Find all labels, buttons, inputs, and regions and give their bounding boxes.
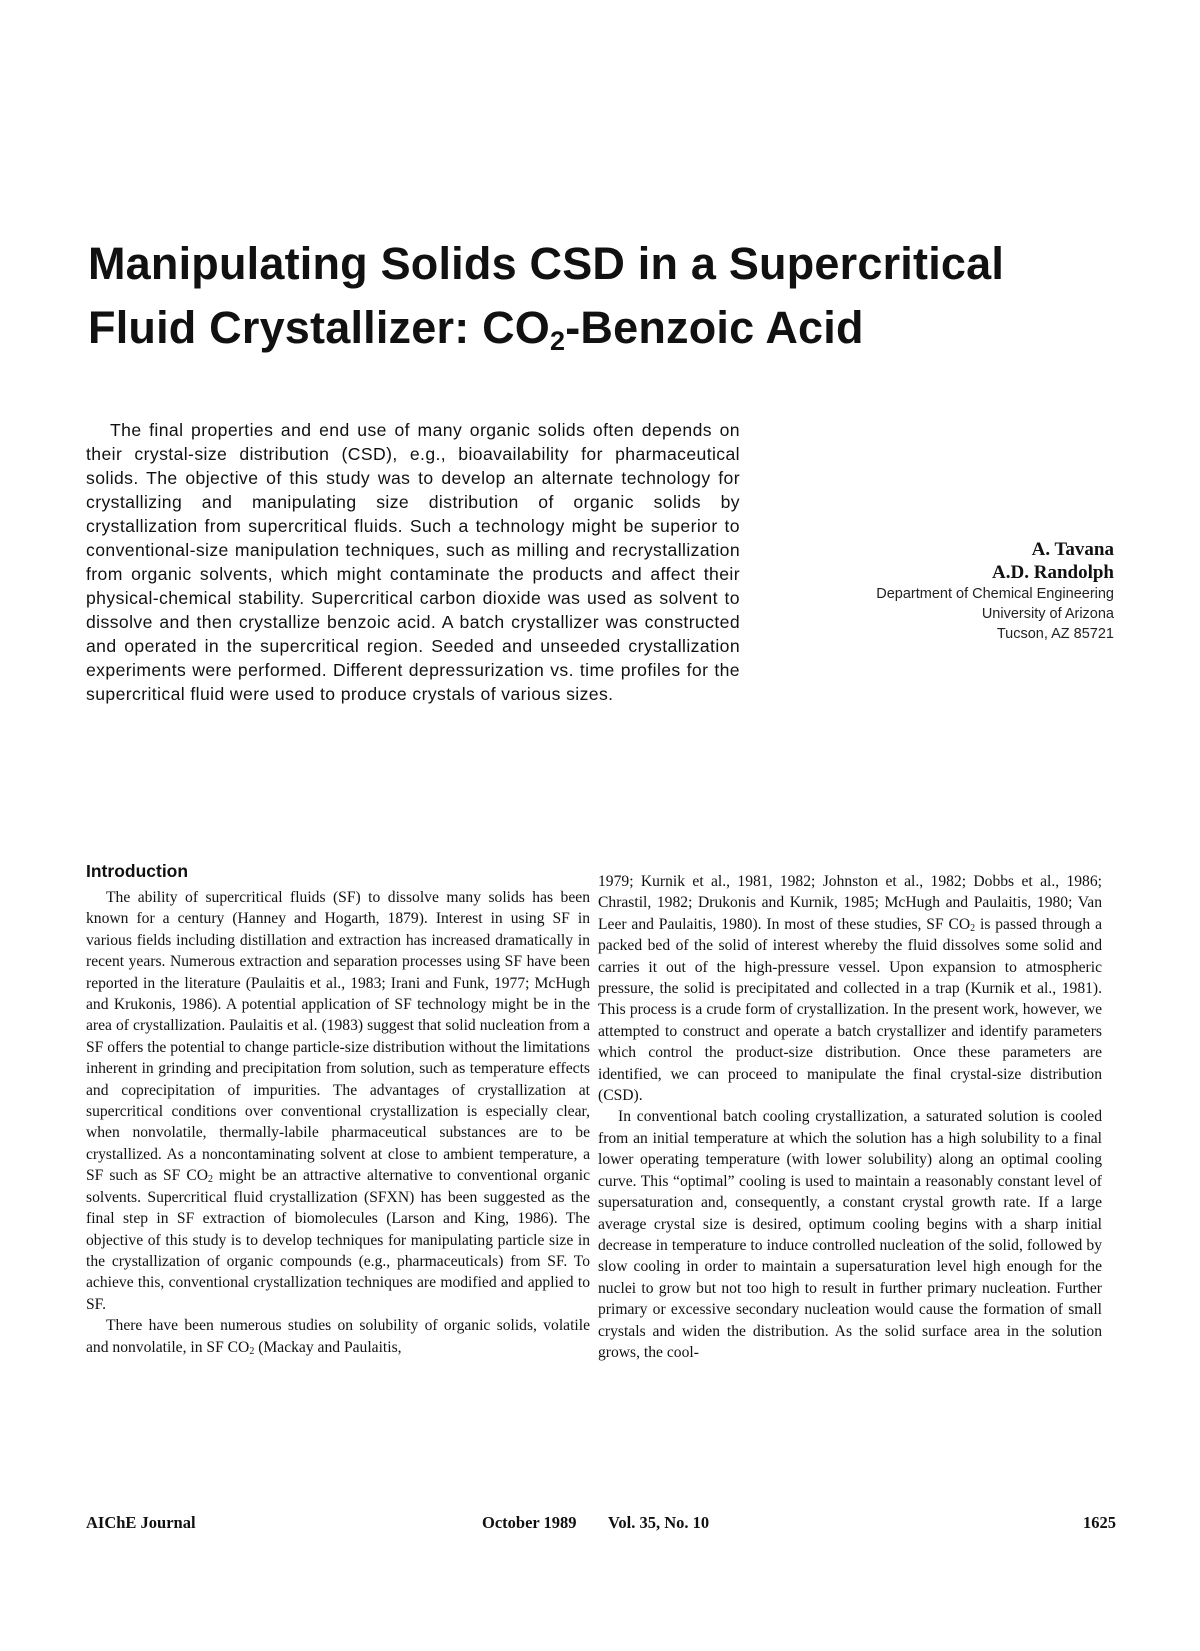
subscript: 2	[249, 1345, 255, 1357]
paragraph-text: The ability of supercritical fluids (SF) to dissolve many solids has been known for a century (Hanney and Hogarth, 1879). Interest in using SF in various fields including distillation and extraction has increased dramatically in recent years. Numerous extraction and separation processes using SF have been reported in the literature (Paulaitis et al., 1983; Irani and Funk, 1977; McHugh and Krukonis, 1986). A potential application of SF technology might be in the area of crystallization. Paulaitis et al. (1983) suggest that solid nucleation from a SF offers the potential to change particle-size distribution without the limitations inherent in grinding and precipitation from solution, such as temperature effects and coprecipitation of impurities. The advantages of crystallization at supercritical conditions over conventional crystallization is especially clear, when nonvolatile, thermally-labile pharmaceutical substances are to be crystallized. As a noncontaminating solvent at close to ambient temperature, a SF such as SF CO	[86, 889, 590, 1185]
title-line-1: Manipulating Solids CSD in a Supercritical	[88, 238, 1005, 289]
body-paragraph	[598, 871, 1102, 1106]
paragraph-text: There have been numerous studies on solubility of organic solids, volatile and nonvolatile, in SF CO	[86, 1317, 590, 1356]
affiliation-line: Department of Chemical Engineering	[876, 586, 1114, 602]
body-paragraph	[86, 1315, 590, 1358]
body-column-left	[86, 887, 590, 1358]
page-footer	[86, 1513, 1116, 1535]
footer-date: October 1989	[482, 1513, 577, 1532]
paragraph-text: 1979; Kurnik et al., 1981, 1982; Johnston et al., 1982; Dobbs et al., 1986; Chrastil, 1982; Drukonis and Kurnik, 1985; McHugh and Paulaitis, 1980; Van Leer and Paulaitis, 1980). In most of these studies, SF CO	[598, 873, 1102, 933]
affiliation-line: University of Arizona	[981, 606, 1114, 622]
author-block	[794, 538, 1114, 644]
footer-journal: AIChE Journal	[86, 1513, 196, 1532]
affiliation-line: Tucson, AZ 85721	[996, 626, 1114, 642]
title-line-2-text: Fluid Crystallizer: CO	[88, 302, 550, 353]
footer-page-number: 1625	[1083, 1513, 1116, 1532]
subscript: 2	[970, 922, 976, 934]
title-line-2	[88, 302, 864, 356]
author-name: A.D. Randolph	[992, 562, 1114, 583]
footer-volume: Vol. 35, No. 10	[608, 1513, 710, 1532]
author-name: A. Tavana	[1031, 539, 1114, 560]
title-line-2-tail: -Benzoic Acid	[565, 302, 864, 353]
body-column-right	[598, 871, 1102, 1363]
abstract: The final properties and end use of many organic solids often depends on their crystal-size distribution (CSD), e.g., bioavailability for pharmaceutical solids. The objective of this study was to develop an alternate technology for crystallizing and manipulating size distribution of organic solids by crystallization from supercritical fluids. Such a technology might be superior to conventional-size manipulation techniques, such as milling and recrystallization from organic solvents, which might contaminate the products and affect their physical-chemical stability. Supercritical carbon dioxide was used as solvent to dissolve and then crystallize benzoic acid. A batch crystallizer was constructed and operated in the supercritical region. Seeded and unseeded crystallization experiments were performed. Different depressurization vs. time profiles for the supercritical fluid were used to produce crystals of various sizes.	[86, 420, 740, 704]
subscript: 2	[208, 1174, 214, 1186]
paragraph-text: might be an attractive alternative to conventional organic solvents. Supercritical fluid crystallization (SFXN) has been suggested as the final step in SF extraction of biomolecules (Larson and King, 1986). The objective of this study is to develop techniques for manipulating particle size in the crystallization of organic compounds (e.g., pharmaceuticals) from SF. To achieve this, conventional crystallization techniques are modified and applied to SF.	[86, 1167, 590, 1313]
body-paragraph: In conventional batch cooling crystallization, a saturated solution is cooled from an initial temperature at which the solution has a high solubility to a final lower operating temperature (with lower solubility) along an optimal cooling curve. This “optimal” cooling is used to maintain a reasonably constant level of supersaturation and, consequently, a constant crystal growth rate. If a large average crystal size is desired, optimum cooling begins with a sharp initial decrease in temperature to induce controlled nucleation of the solid, followed by slow cooling in order to maintain a supersaturation level high enough for the nuclei to grow but not too high to result in further primary nucleation. Further primary or excessive secondary nucleation would cause the formation of small crystals and widen the distribution. As the solid surface area in the solution grows, the cool-	[598, 1108, 1102, 1361]
body-paragraph	[86, 887, 590, 1315]
paragraph-text: is passed through a packed bed of the solid of interest whereby the fluid dissolves some solid and carries it out of the high-pressure vessel. Upon expansion to atmospheric pressure, the solid is precipitated and collected in a trap (Kurnik et al., 1981). This process is a crude form of crystallization. In the present work, however, we attempted to construct and operate a batch crystallizer and identify parameters which control the product-size distribution. Once these parameters are identified, we can proceed to manipulate the final crystal-size distribution (CSD).	[598, 915, 1102, 1105]
paragraph-text: (Mackay and Paulaitis,	[254, 1338, 402, 1356]
section-heading-introduction: Introduction	[86, 861, 189, 881]
title-subscript: 2	[549, 326, 566, 356]
paper-title	[88, 232, 1118, 360]
